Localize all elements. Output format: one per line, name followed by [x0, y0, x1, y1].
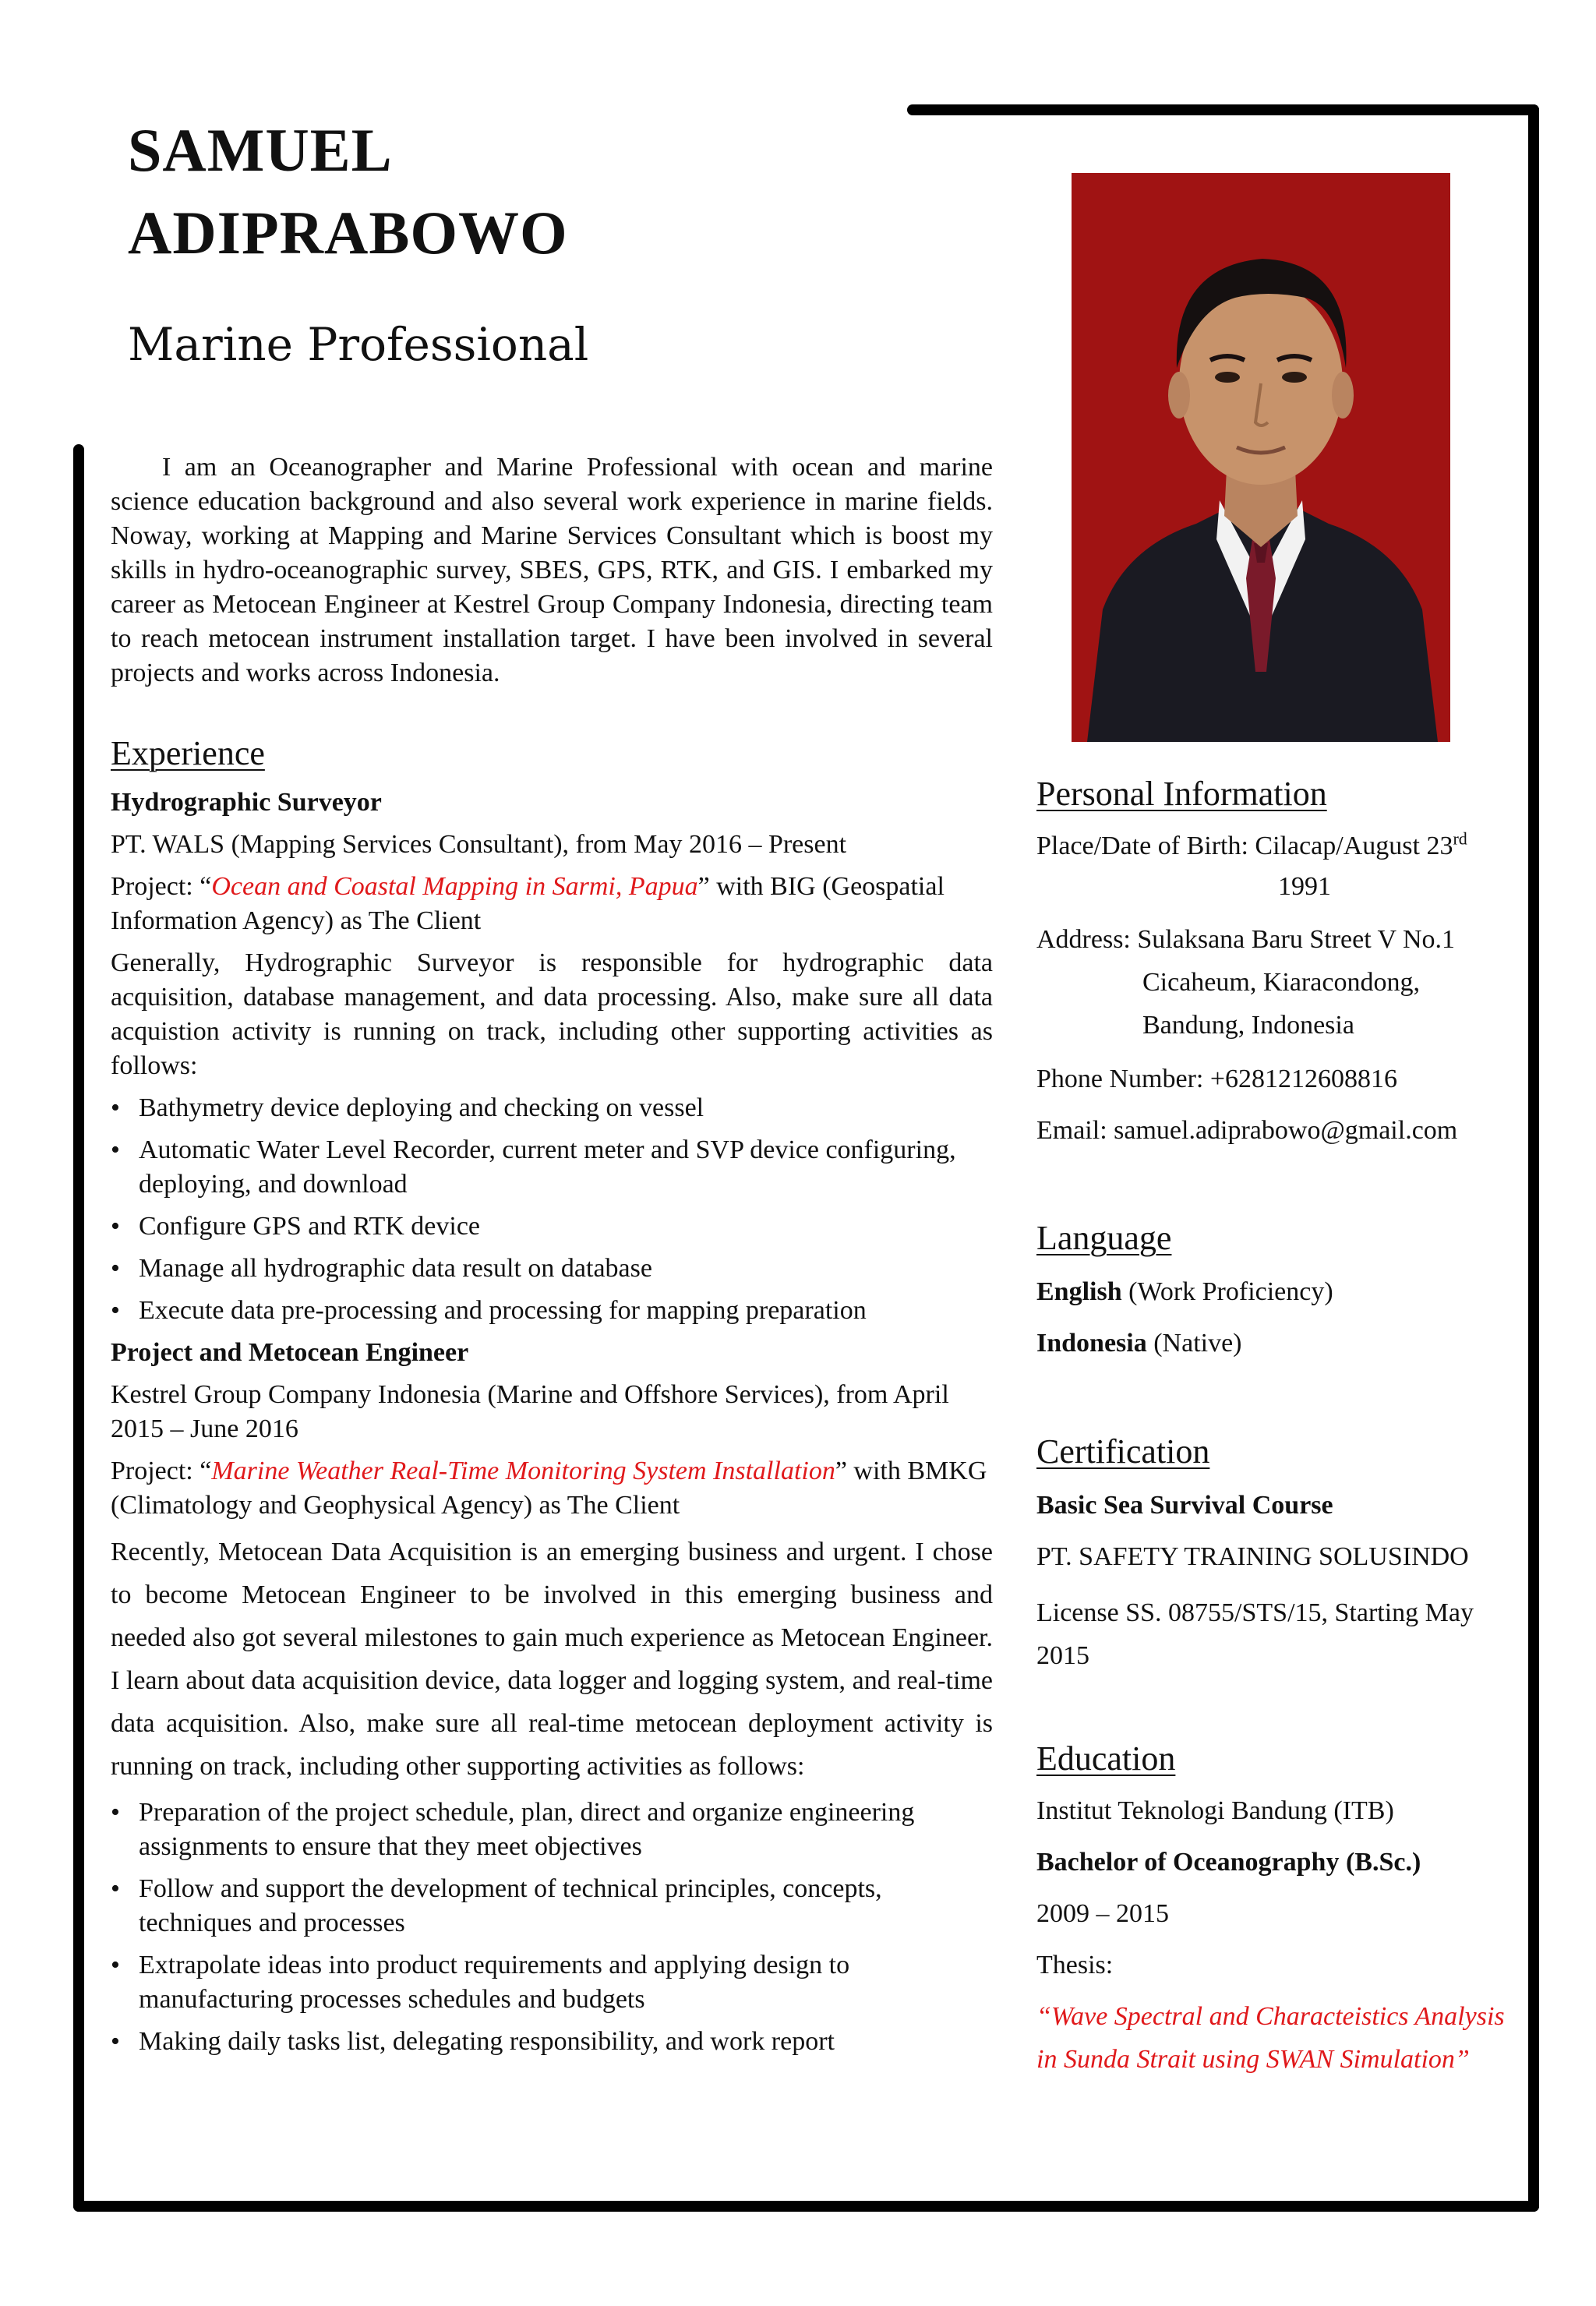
list-item: • Manage all hydrographic data result on database [111, 1252, 993, 1286]
job1-project-suffix: ” with BIG (Geospatial Information Agency) as The Client [111, 872, 945, 935]
education-section [1036, 1736, 1512, 2081]
profile-summary: I am an Oceanographer and Marine Professional with ocean and marine science education background and also several work experience in marine fields. Noway, working at Mapping and Marine Services Consultant which is boost my skills in hydro-oceanographic survey, SBES, GPS, RTK, and GIS. I embarked my career as Metocean Engineer at Kestrel Group Company Indonesia, directing team to reach metocean instrument installation target. I have been involved in several projects and works across Indonesia. [111, 453, 993, 687]
frame-left-line [73, 444, 84, 2212]
phone-number: Phone Number: +6281212608816 [1036, 1065, 1398, 1093]
person-portrait-icon [1072, 173, 1450, 742]
experience-section [111, 731, 993, 2067]
job2-description: Recently, Metocean Data Acquisition is an emerging business and urgent. I chose to become Metocean Engineer to be involved in this emerging business and needed also got several milestones to gain much experience as Metocean Engineer. I learn about data acquisition device, data logger and logging system, and real-time data acquisition. Also, make sure all real-time metocean deployment activity is running on track, including other supporting activities as follows: [111, 1538, 993, 1781]
name-line-2: ADIPRABOWO [128, 199, 568, 267]
language-item-indonesia [1036, 1326, 1512, 1361]
personal-info-heading: Personal Information [1036, 775, 1327, 813]
address-label: Address: [1036, 925, 1138, 954]
list-item: • Making daily tasks list, delegating responsibility, and work report [111, 2025, 993, 2059]
list-item: • Follow and support the development of technical principles, concepts, techniques and processes [111, 1872, 993, 1941]
personal-info-section [1036, 772, 1512, 1148]
certification-section [1036, 1429, 1512, 1677]
job1-title: Hydrographic Surveyor [111, 788, 382, 817]
certification-heading: Certification [1036, 1432, 1210, 1471]
address-block [1036, 918, 1512, 1047]
email-address: Email: samuel.adiprabowo@gmail.com [1036, 1116, 1458, 1145]
language-level: (Native) [1146, 1329, 1242, 1358]
job1-project [111, 870, 993, 938]
certification-license: License SS. 08755/STS/15, Starting May 2015 [1036, 1598, 1474, 1670]
language-item-english [1036, 1275, 1512, 1309]
language-heading: Language [1036, 1219, 1172, 1257]
job2-project [111, 1454, 993, 1523]
job1-project-prefix: Project: “ [111, 872, 212, 901]
experience-heading: Experience [111, 734, 265, 772]
job1-project-name: Ocean and Coastal Mapping in Sarmi, Papua [211, 872, 698, 901]
job2-project-prefix: Project: “ [111, 1457, 212, 1485]
address-line-2: Cicaheum, Kiaracondong, [1142, 968, 1420, 997]
list-item: • Extrapolate ideas into product requirements and applying design to manufacturing processes schedules and budgets [111, 1948, 993, 2017]
certification-course: Basic Sea Survival Course [1036, 1491, 1333, 1520]
education-years: 2009 – 2015 [1036, 1899, 1169, 1928]
language-level: (Work Proficiency) [1121, 1277, 1333, 1306]
address-line-1: Sulaksana Baru Street V No.1 [1137, 925, 1456, 954]
birth-date-suffix: rd [1453, 828, 1467, 849]
language-section [1036, 1216, 1512, 1361]
thesis-title: “Wave Spectral and Characteistics Analysis in Sunda Strait using SWAN Simulation” [1036, 2002, 1505, 2074]
job1-description: Generally, Hydrographic Surveyor is responsible for hydrographic data acquisition, database management, and data processing. Also, make sure all data acquistion activity is running on track, including other supporting activities as follows: [111, 948, 993, 1080]
birth-year: 1991 [1278, 872, 1331, 901]
language-name: Indonesia [1036, 1329, 1147, 1358]
list-item: • Bathymetry device deploying and checking on vessel [111, 1091, 993, 1125]
candidate-name [128, 109, 568, 274]
profile-photo [1072, 173, 1450, 742]
language-name: English [1036, 1277, 1122, 1306]
job2-company: Kestrel Group Company Indonesia (Marine and Offshore Services), from April 2015 – June 2016 [111, 1380, 949, 1443]
list-item: • Automatic Water Level Recorder, current meter and SVP device configuring, deploying, and download [111, 1133, 993, 1202]
frame-right-line [1528, 104, 1539, 2212]
name-line-1: SAMUEL [128, 116, 393, 184]
job1-duties-list [111, 1091, 993, 1328]
list-item: • Configure GPS and RTK device [111, 1210, 993, 1244]
job2-title: Project and Metocean Engineer [111, 1338, 469, 1367]
job2-project-name: Marine Weather Real-Time Monitoring System Installation [211, 1457, 835, 1485]
job-role: Marine Professional [128, 318, 589, 371]
certification-provider: PT. SAFETY TRAINING SOLUSINDO [1036, 1542, 1469, 1571]
education-heading: Education [1036, 1739, 1176, 1778]
thesis-label: Thesis: [1036, 1951, 1114, 1979]
birth-place-date: Place/Date of Birth: Cilacap/August 23 [1036, 832, 1453, 860]
job1-company: PT. WALS (Mapping Services Consultant), from May 2016 – Present [111, 830, 847, 859]
frame-top-line [907, 104, 1539, 115]
job2-duties-list [111, 1796, 993, 2059]
birth-info [1036, 829, 1512, 904]
list-item: • Preparation of the project schedule, plan, direct and organize engineering assignments to ensure that they meet objectives [111, 1796, 993, 1864]
frame-bottom-line [73, 2201, 1539, 2212]
address-line-3: Bandung, Indonesia [1142, 1011, 1354, 1040]
education-degree: Bachelor of Oceanography (B.Sc.) [1036, 1848, 1421, 1877]
list-item: • Execute data pre-processing and processing for mapping preparation [111, 1294, 993, 1328]
job2-project-suffix: ” with BMKG (Climatology and Geophysical Agency) as The Client [111, 1457, 987, 1520]
education-institution: Institut Teknologi Bandung (ITB) [1036, 1796, 1394, 1825]
